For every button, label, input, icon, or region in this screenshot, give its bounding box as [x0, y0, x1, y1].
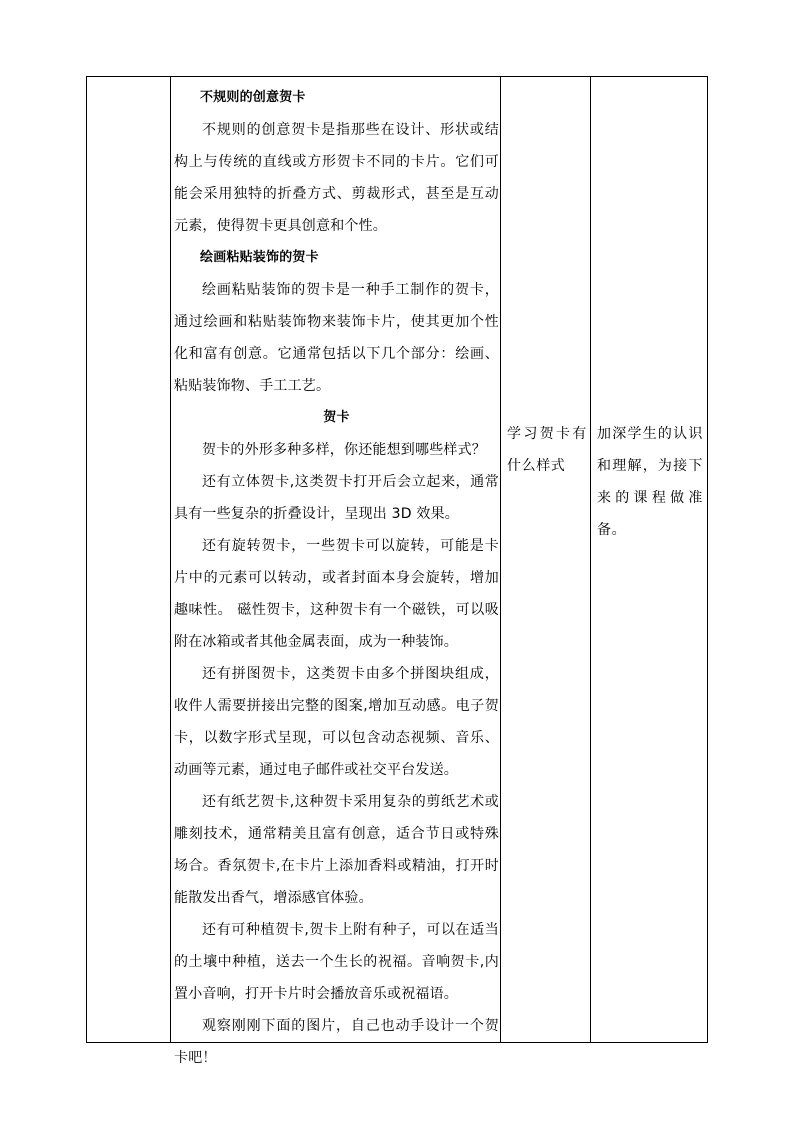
- paragraph-3d-card: 还有立体贺卡,这类贺卡打开后会立起来，通常具有一些复杂的折叠设计，呈现出 3D 效果。: [174, 474, 499, 522]
- paragraph-paper-card: 还有纸艺贺卡,这种贺卡采用复杂的剪纸艺术或雕刻技术，通常精美且富有创意，适合节日或特殊场合。香氛贺卡,在卡片上添加香料或精油，打开时能散发出香气，增添感官体验。: [174, 794, 499, 906]
- heading-card: 贺卡: [323, 410, 350, 425]
- lesson-table: [86, 76, 708, 1066]
- paragraph-plant-card: 还有可种植贺卡,贺卡上附有种子，可以在适当的土壤中种植，送去一个生长的祝福。音响贺卡,内置小音响，打开卡片时会播放音乐或祝福语。: [174, 922, 499, 1002]
- paragraph-rotating-card: 还有旋转贺卡，一些贺卡可以旋转，可能是卡片中的元素可以转动，或者封面本身会旋转，增加趣味性。 磁性贺卡，这种贺卡有一个磁铁，可以吸附在冰箱或者其他金属表面，成为一种装饰。: [174, 538, 499, 650]
- paragraph-question: 贺卡的外形多种多样，你还能想到哪些样式？: [202, 442, 486, 458]
- heading-paste-card: 绘画粘贴装饰的贺卡: [200, 250, 319, 265]
- column-divider: [500, 77, 501, 1042]
- teaching-content-cell: [171, 77, 499, 1074]
- column-divider: [590, 77, 591, 1042]
- paragraph-puzzle-card: 还有拼图贺卡，这类贺卡由多个拼图块组成，收件人需要拼接出完整的图案,增加互动感。电子贺卡，以数字形式呈现，可以包含动态视频、音乐、动画等元素，通过电子邮件或社交平台发送。: [174, 666, 499, 778]
- student-activity-cell: 学习贺卡有什么样式: [507, 426, 587, 474]
- paragraph-paste-card: 绘画粘贴装饰的贺卡是一种手工制作的贺卡，通过绘画和粘贴装饰物来装饰卡片，使其更加个性化和富有创意。它通常包括以下几个部分：绘画、粘贴装饰物、手工工艺。: [174, 282, 499, 394]
- heading-irregular-card: 不规则的创意贺卡: [200, 90, 306, 105]
- design-intent-cell: 加深学生的认识和理解，为接下来的课程做准备。: [597, 426, 703, 538]
- paragraph-design-task: 观察刚刚下面的图片，自己也动手设计一个贺卡吧！: [174, 1018, 499, 1066]
- paragraph-irregular-card: 不规则的创意贺卡是指那些在设计、形状或结构上与传统的直线或方形贺卡不同的卡片。它们可能会采用独特的折叠方式、剪裁形式，甚至是互动元素，使得贺卡更具创意和个性。: [174, 122, 499, 234]
